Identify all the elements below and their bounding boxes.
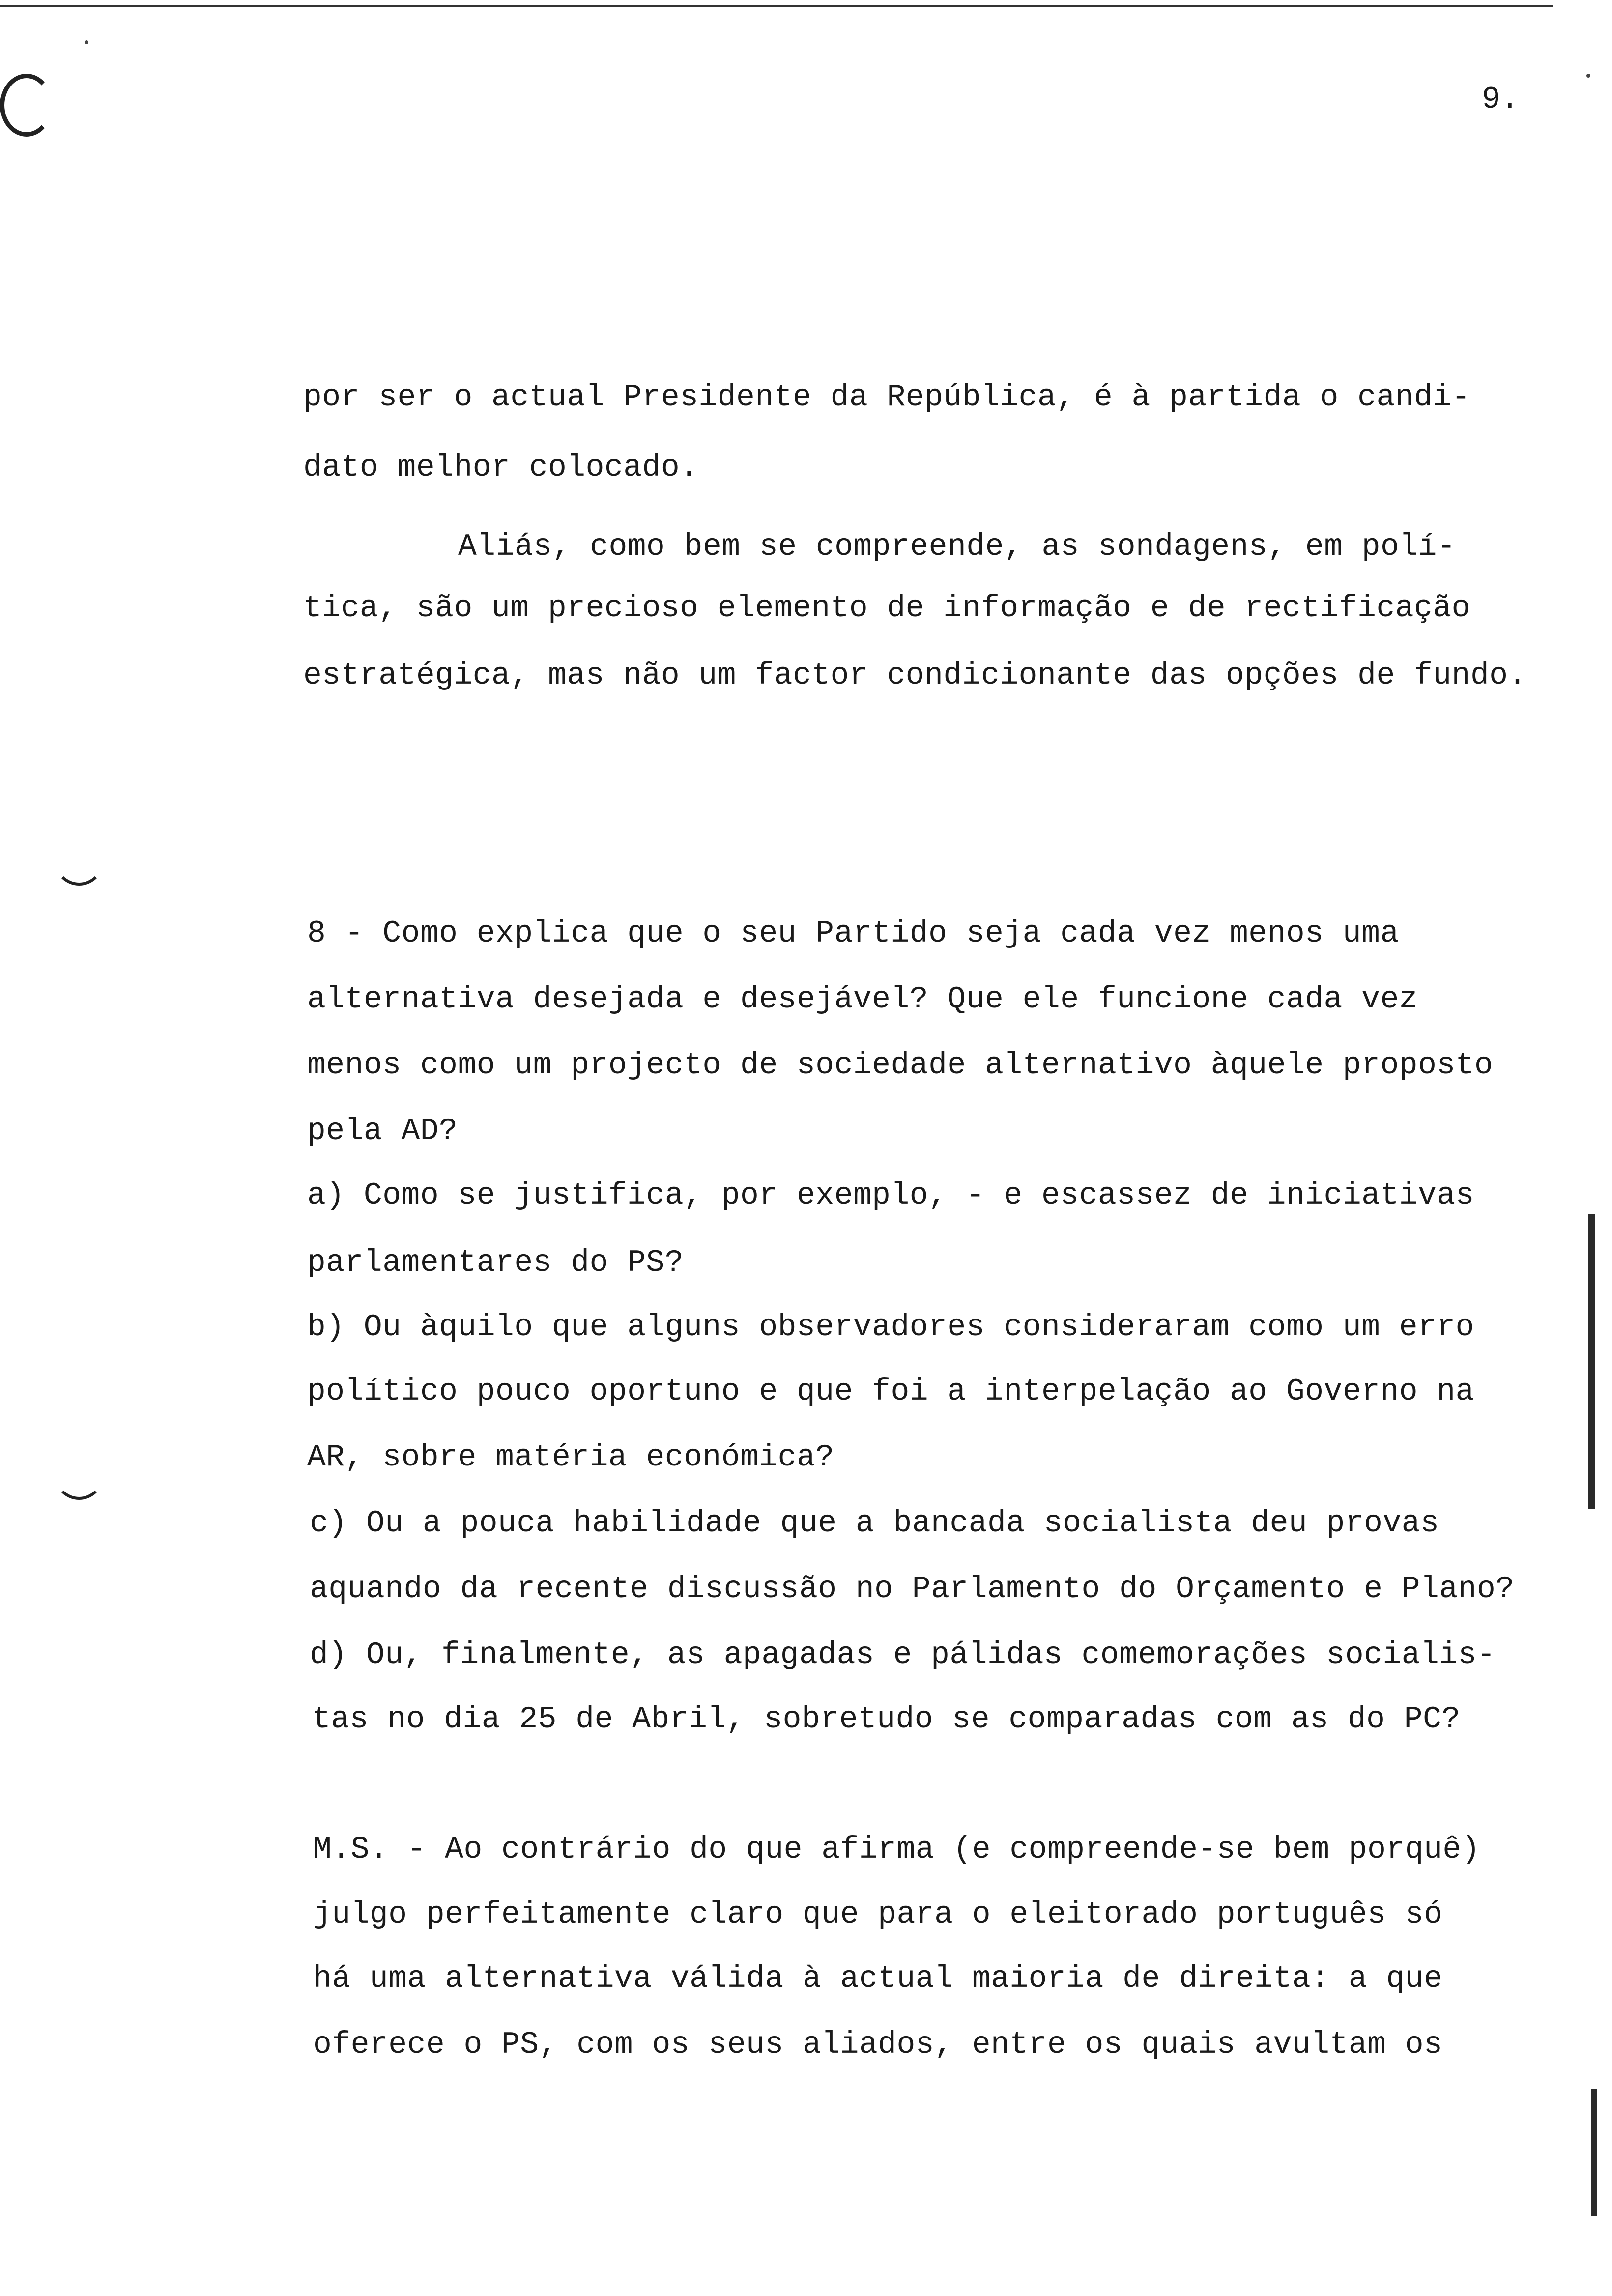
text-line: Aliás, como bem se compreende, as sondagens, em polí- [458, 529, 1456, 564]
text-line: tica, são um precioso elemento de informação e de rectificação [303, 591, 1470, 626]
question-line: menos como um projecto de sociedade alternativo àquele proposto [307, 1048, 1494, 1083]
question-line: c) Ou a pouca habilidade que a bancada socialista deu provas [310, 1506, 1439, 1541]
page-number: 9. [1482, 82, 1520, 117]
text-line: por ser o actual Presidente da República, é à partida o candi- [303, 380, 1470, 415]
answer-line: oferece o PS, com os seus aliados, entre os quais avultam os [313, 2027, 1443, 2062]
question-line: 8 - Como explica que o seu Partido seja cada vez menos uma [307, 916, 1399, 951]
question-line: a) Como se justifica, por exemplo, - e escassez de iniciativas [307, 1178, 1474, 1213]
question-line: alternativa desejada e desejável? Que ele funcione cada vez [307, 982, 1418, 1017]
question-line: AR, sobre matéria económica? [307, 1440, 835, 1475]
scan-edge-shadow [1591, 2089, 1597, 2216]
question-line: parlamentares do PS? [307, 1245, 684, 1280]
question-line: aquando da recente discussão no Parlamento do Orçamento e Plano? [310, 1572, 1515, 1607]
punch-hole-mark [54, 1450, 104, 1500]
scan-edge-shadow [1588, 1214, 1595, 1509]
scan-speck [85, 40, 88, 44]
scan-top-rule [0, 5, 1553, 7]
text-line: estratégica, mas não um factor condicionante das opções de fundo. [303, 658, 1527, 693]
text-line: dato melhor colocado. [303, 450, 699, 485]
answer-line: julgo perfeitamente claro que para o eleitorado português só [313, 1897, 1443, 1932]
question-line: b) Ou àquilo que alguns observadores consideraram como um erro [307, 1310, 1474, 1345]
punch-hole-mark [54, 835, 104, 886]
question-line: político pouco oportuno e que foi a interpelação ao Governo na [307, 1374, 1474, 1409]
punch-hole-mark [0, 74, 53, 137]
answer-line: M.S. - Ao contrário do que afirma (e compreende-se bem porquê) [313, 1832, 1480, 1867]
question-line: pela AD? [307, 1114, 458, 1148]
question-line: tas no dia 25 de Abril, sobretudo se comparadas com as do PC? [312, 1702, 1461, 1737]
question-line: d) Ou, finalmente, as apagadas e pálidas comemorações socialis- [310, 1637, 1496, 1672]
scan-speck [1586, 74, 1590, 78]
answer-line: há uma alternativa válida à actual maioria de direita: a que [313, 1961, 1443, 1996]
